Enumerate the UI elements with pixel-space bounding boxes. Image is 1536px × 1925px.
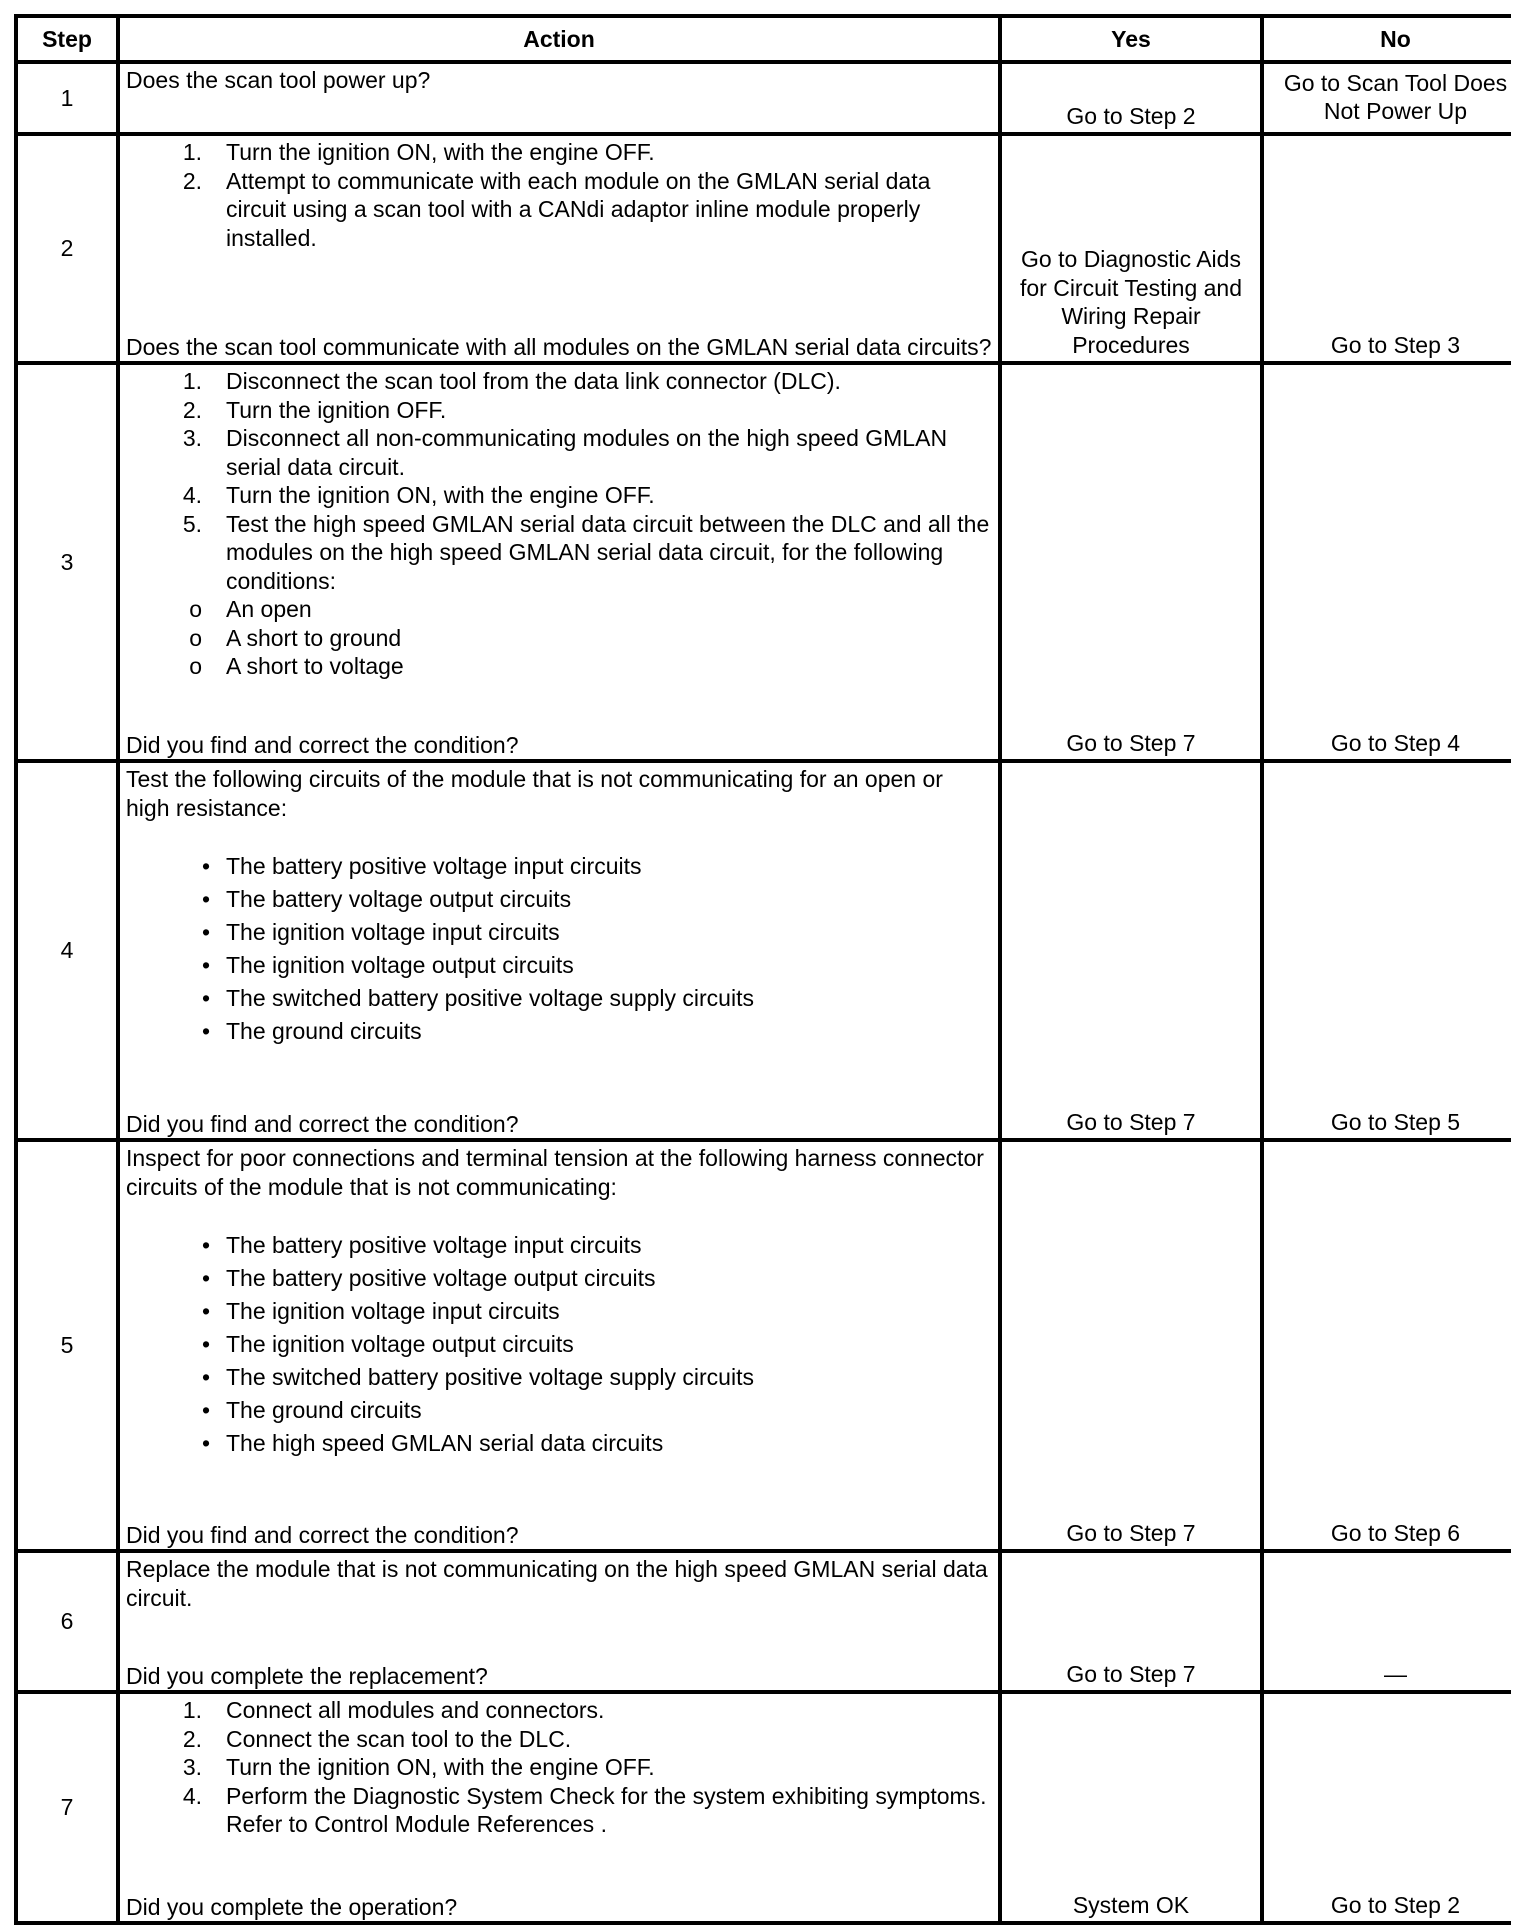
list-marker: 2. xyxy=(182,1725,202,1752)
list-item xyxy=(126,883,992,916)
diagnostic-table xyxy=(14,14,1511,1925)
header-yes: Yes xyxy=(1002,18,1260,60)
list-item-text: The ground circuits xyxy=(226,1397,422,1423)
action-intro-text: Replace the module that is not communicating on the high speed GMLAN serial data circuit. xyxy=(126,1556,988,1611)
list-item xyxy=(126,1725,992,1754)
header-no: No xyxy=(1264,18,1527,60)
action-question: Does the scan tool communicate with all modules on the GMLAN serial data circuits? xyxy=(126,333,992,360)
action-cell xyxy=(120,1553,998,1690)
list-marker: 4. xyxy=(182,1782,202,1809)
list-marker: 3. xyxy=(182,1754,202,1780)
list-item-text: Attempt to communicate with each module on the GMLAN serial data circuit using a scan tool with a CANdi adaptor inline module properly installed. xyxy=(226,167,931,251)
list-marker: 3. xyxy=(182,425,202,451)
list-item-text: Connect all modules and connectors. xyxy=(226,1697,605,1723)
step-number: 7 xyxy=(18,1694,116,1921)
list-item-text: The ground circuits xyxy=(226,1018,422,1044)
action-question: Did you complete the replacement? xyxy=(126,1662,488,1689)
list-item-text: The ignition voltage input circuits xyxy=(226,919,560,945)
list-marker: o xyxy=(189,596,202,622)
list-item xyxy=(126,850,992,883)
list-item xyxy=(126,1696,992,1725)
list-item xyxy=(126,367,992,396)
list-item xyxy=(126,138,992,167)
list-item xyxy=(126,916,992,949)
action-question: Did you find and correct the condition? xyxy=(126,731,519,758)
list-marker: 1. xyxy=(182,139,202,165)
list-item xyxy=(126,424,992,481)
header-step: Step xyxy=(18,18,116,60)
bullet-icon: • xyxy=(201,1430,210,1456)
action-intro-text: Test the following circuits of the module that is not communicating for an open or high resistance: xyxy=(126,766,943,821)
list-item-text: The battery positive voltage input circuits xyxy=(226,1232,642,1258)
list-item-text: An open xyxy=(226,596,312,622)
list-item xyxy=(126,624,992,653)
action-question: Did you find and correct the condition? xyxy=(126,1110,519,1137)
list-item-text: The high speed GMLAN serial data circuits xyxy=(226,1430,664,1456)
list-item-text: The battery voltage output circuits xyxy=(226,886,572,912)
list-marker: 1. xyxy=(182,1697,202,1723)
list-item xyxy=(126,652,992,681)
list-item xyxy=(126,1361,992,1394)
bullet-icon: • xyxy=(201,985,210,1011)
no-result: Go to Step 3 xyxy=(1264,136,1527,361)
bullet-icon: • xyxy=(201,886,210,912)
list-item xyxy=(126,982,992,1015)
list-item xyxy=(126,595,992,624)
spacer xyxy=(126,822,992,850)
bullet-icon: • xyxy=(201,1265,210,1291)
list-marker: 2. xyxy=(182,396,202,423)
list-item-text: A short to ground xyxy=(226,624,402,651)
step-number: 1 xyxy=(18,64,116,132)
action-instructions xyxy=(126,765,992,1048)
list-item-text: Disconnect the scan tool from the data link connector (DLC). xyxy=(226,368,841,394)
list-item xyxy=(126,1427,992,1460)
spacer xyxy=(126,1201,992,1229)
list-item-text: Test the high speed GMLAN serial data circuit between the DLC and all the modules on the high speed GMLAN serial data circuit, for the following conditions: xyxy=(226,510,990,594)
no-result: Go to Step 2 xyxy=(1264,1694,1527,1921)
action-intro-text: Inspect for poor connections and terminal tension at the following harness connector circuits of the module that is not communicating: xyxy=(126,1145,984,1200)
action-cell xyxy=(120,1142,998,1549)
list-item xyxy=(126,1328,992,1361)
list-item xyxy=(126,1295,992,1328)
step-number: 2 xyxy=(18,136,116,361)
step-number: 3 xyxy=(18,365,116,759)
yes-result: Go to Step 7 xyxy=(1002,1142,1260,1549)
yes-result: Go to Step 7 xyxy=(1002,763,1260,1138)
list-item xyxy=(126,1229,992,1262)
list-item-text: The ignition voltage output circuits xyxy=(226,1331,574,1357)
bullet-icon: • xyxy=(201,1018,210,1044)
list-item-text: Disconnect all non-communicating modules on the high speed GMLAN serial data circuit. xyxy=(226,425,948,480)
action-question: Did you complete the operation? xyxy=(126,1893,458,1920)
list-item xyxy=(126,481,992,510)
bullet-icon: • xyxy=(201,1397,210,1423)
action-cell xyxy=(120,1694,998,1921)
list-item-text: The switched battery positive voltage supply circuits xyxy=(226,1364,754,1390)
no-result: Go to Scan Tool Does Not Power Up xyxy=(1264,64,1527,132)
step-number: 5 xyxy=(18,1142,116,1549)
list-marker: o xyxy=(189,624,202,651)
list-item xyxy=(126,396,992,425)
no-result: Go to Step 4 xyxy=(1264,365,1527,759)
list-item xyxy=(126,949,992,982)
action-cell xyxy=(120,64,998,132)
step-number: 6 xyxy=(18,1553,116,1690)
yes-result: Go to Step 2 xyxy=(1002,64,1260,132)
list-item xyxy=(126,167,992,253)
action-cell xyxy=(120,763,998,1138)
list-item xyxy=(126,1753,992,1782)
list-item xyxy=(126,1782,992,1839)
list-item-text: Turn the ignition OFF. xyxy=(226,396,447,423)
action-instructions xyxy=(126,138,992,252)
action-cell xyxy=(120,365,998,759)
list-marker: 1. xyxy=(182,368,202,394)
no-result: Go to Step 6 xyxy=(1264,1142,1527,1549)
action-instructions xyxy=(126,66,992,95)
action-instructions xyxy=(126,367,992,681)
list-item-text: Turn the ignition ON, with the engine OFF. xyxy=(226,482,655,508)
bullet-icon: • xyxy=(201,1364,210,1390)
list-item-text: Turn the ignition ON, with the engine OFF. xyxy=(226,139,655,165)
list-item-text: The battery positive voltage input circuits xyxy=(226,853,642,879)
list-item-text: The ignition voltage input circuits xyxy=(226,1298,560,1324)
yes-result: Go to Step 7 xyxy=(1002,365,1260,759)
action-instructions xyxy=(126,1144,992,1460)
list-item xyxy=(126,1394,992,1427)
action-intro-text: Does the scan tool power up? xyxy=(126,67,431,93)
action-cell xyxy=(120,136,998,361)
list-item xyxy=(126,510,992,596)
list-item-text: The ignition voltage output circuits xyxy=(226,952,574,978)
header-action: Action xyxy=(120,18,998,60)
bullet-icon: • xyxy=(201,1298,210,1324)
list-marker: o xyxy=(189,653,202,679)
action-instructions xyxy=(126,1696,992,1839)
list-item-text: Perform the Diagnostic System Check for the system exhibiting symptoms. Refer to Control Module References . xyxy=(226,1782,987,1837)
list-item-text: Turn the ignition ON, with the engine OFF. xyxy=(226,1754,655,1780)
yes-result: Go to Step 7 xyxy=(1002,1553,1260,1690)
list-item xyxy=(126,1015,992,1048)
no-result: Go to Step 5 xyxy=(1264,763,1527,1138)
no-result: — xyxy=(1264,1553,1527,1690)
bullet-icon: • xyxy=(201,853,210,879)
bullet-icon: • xyxy=(201,1331,210,1357)
bullet-icon: • xyxy=(201,919,210,945)
yes-result: Go to Diagnostic Aids for Circuit Testing and Wiring Repair Procedures xyxy=(1002,136,1260,361)
action-instructions xyxy=(126,1555,992,1612)
bullet-icon: • xyxy=(201,1232,210,1258)
bullet-icon: • xyxy=(201,952,210,978)
list-item-text: Connect the scan tool to the DLC. xyxy=(226,1725,572,1752)
list-item-text: The battery positive voltage output circuits xyxy=(226,1265,656,1291)
list-item-text: The switched battery positive voltage supply circuits xyxy=(226,985,754,1011)
yes-result: System OK xyxy=(1002,1694,1260,1921)
list-marker: 2. xyxy=(182,167,202,194)
list-marker: 5. xyxy=(182,510,202,537)
action-question: Did you find and correct the condition? xyxy=(126,1521,519,1548)
list-item-text: A short to voltage xyxy=(226,653,404,679)
list-marker: 4. xyxy=(182,482,202,508)
step-number: 4 xyxy=(18,763,116,1138)
list-item xyxy=(126,1262,992,1295)
